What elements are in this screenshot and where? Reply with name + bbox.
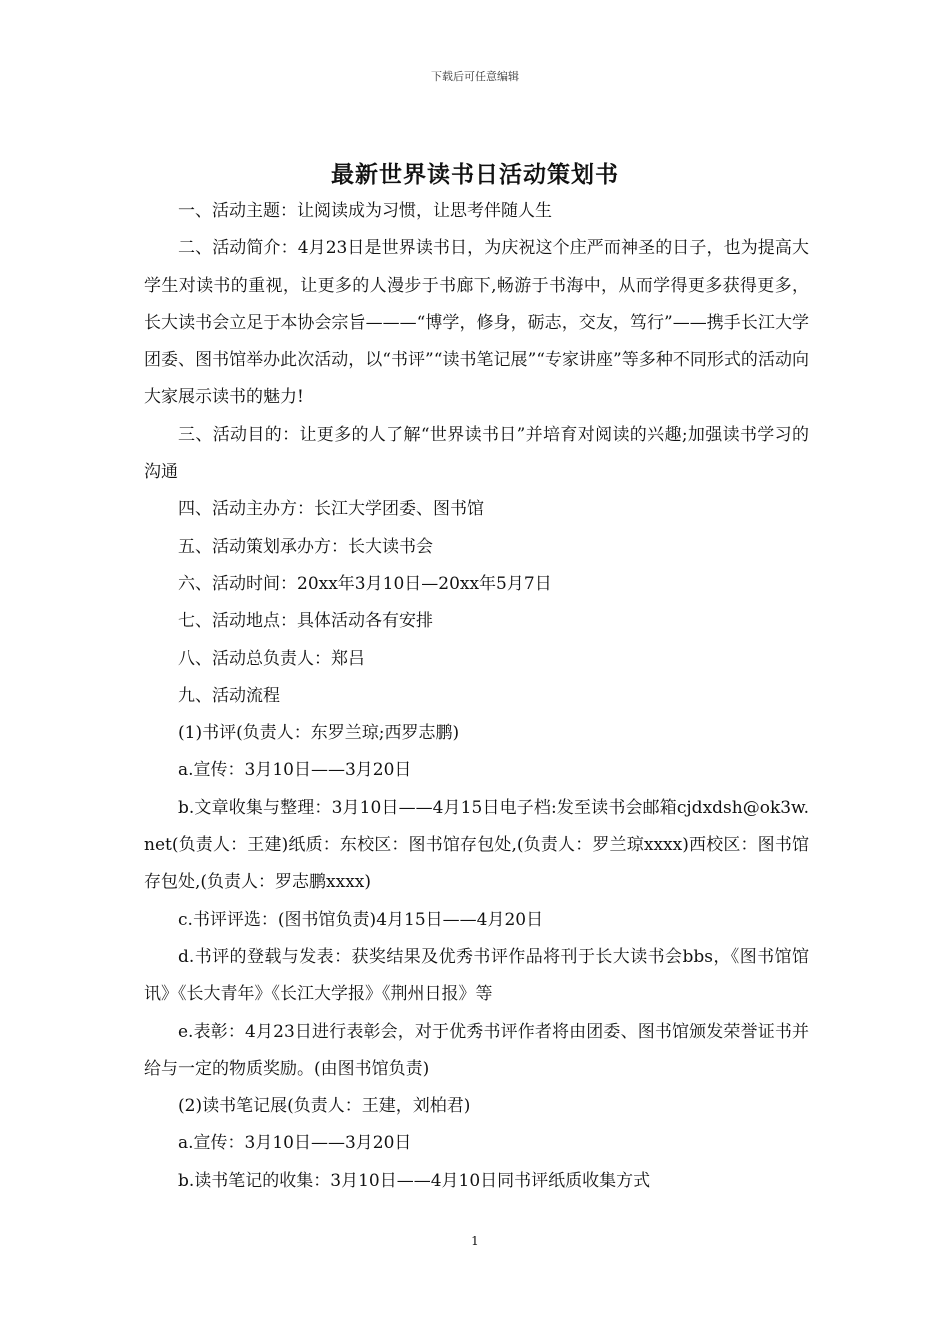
- paragraph-host: 四、活动主办方：长江大学团委、图书馆: [178, 499, 484, 520]
- paragraph-process-heading: 九、活动流程: [178, 685, 280, 706]
- paragraph-theme: 一、活动主题：让阅读成为习惯，让思考伴随人生: [178, 201, 552, 221]
- paragraph-purpose: 三、活动目的：让更多的人了解“世界读书日”并培育对阅读的兴趣;加强读书学习的沟通: [144, 424, 809, 483]
- paragraph-review-heading: (1)书评(负责人：东罗兰琼;西罗志鹏): [178, 723, 460, 744]
- paragraph-organizer: 五、活动策划承办方：长大读书会: [178, 536, 433, 557]
- paragraph-notes-heading: (2)读书笔记展(负责人：王建，刘柏君): [178, 1096, 471, 1117]
- paragraph-review-b: b.文章收集与整理：3月10日——4月15日电子档:发至读书会邮箱cjdxdsh@ok3w.net(负责人：王建)纸质：东校区：图书馆存包处,(负责人：罗兰琼xxxx)西校区：图书馆存包处,(负责人：罗志鹏xxxx): [144, 797, 809, 893]
- paragraph-location: 七、活动地点：具体活动各有安排: [178, 611, 433, 632]
- page-number: 1: [471, 1234, 479, 1248]
- paragraph-review-d: d.书评的登载与发表：获奖结果及优秀书评作品将刊于长大读书会bbs，《图书馆馆讯》《长大青年》《长江大学报》《荆州日报》等: [144, 946, 809, 1005]
- document-body: [144, 193, 809, 1200]
- paragraph-notes-b: b.读书笔记的收集：3月10日——4月10日同书评纸质收集方式: [178, 1170, 651, 1191]
- paragraph-intro: 二、活动简介：4月23日是世界读书日，为庆祝这个庄严而神圣的日子，也为提高大学生对读书的重视，让更多的人漫步于书廊下,畅游于书海中，从而学得更多获得更多，长大读书会立足于本协会宗旨———“博学，修身，砺志，交友，笃行”——携手长江大学团委、图书馆举办此次活动，以“书评”“读书笔记展”“专家讲座”等多种不同形式的活动向大家展示读书的魅力!: [144, 238, 809, 408]
- document-title: 最新世界读书日活动策划书: [331, 161, 619, 188]
- paragraph-notes-a: a.宣传：3月10日——3月20日: [178, 1133, 412, 1154]
- paragraph-review-a: a.宣传：3月10日——3月20日: [178, 760, 412, 781]
- paragraph-time: 六、活动时间：20xx年3月10日—20xx年5月7日: [178, 573, 552, 594]
- header-note: 下载后可任意编辑: [431, 70, 519, 83]
- paragraph-review-e: e.表彰：4月23日进行表彰会，对于优秀书评作者将由团委、图书馆颁发荣誉证书并给与一定的物质奖励。(由图书馆负责): [144, 1021, 809, 1079]
- paragraph-review-c: c.书评评选：(图书馆负责)4月15日——4月20日: [178, 909, 544, 930]
- paragraph-lead: 八、活动总负责人：郑吕: [178, 648, 365, 669]
